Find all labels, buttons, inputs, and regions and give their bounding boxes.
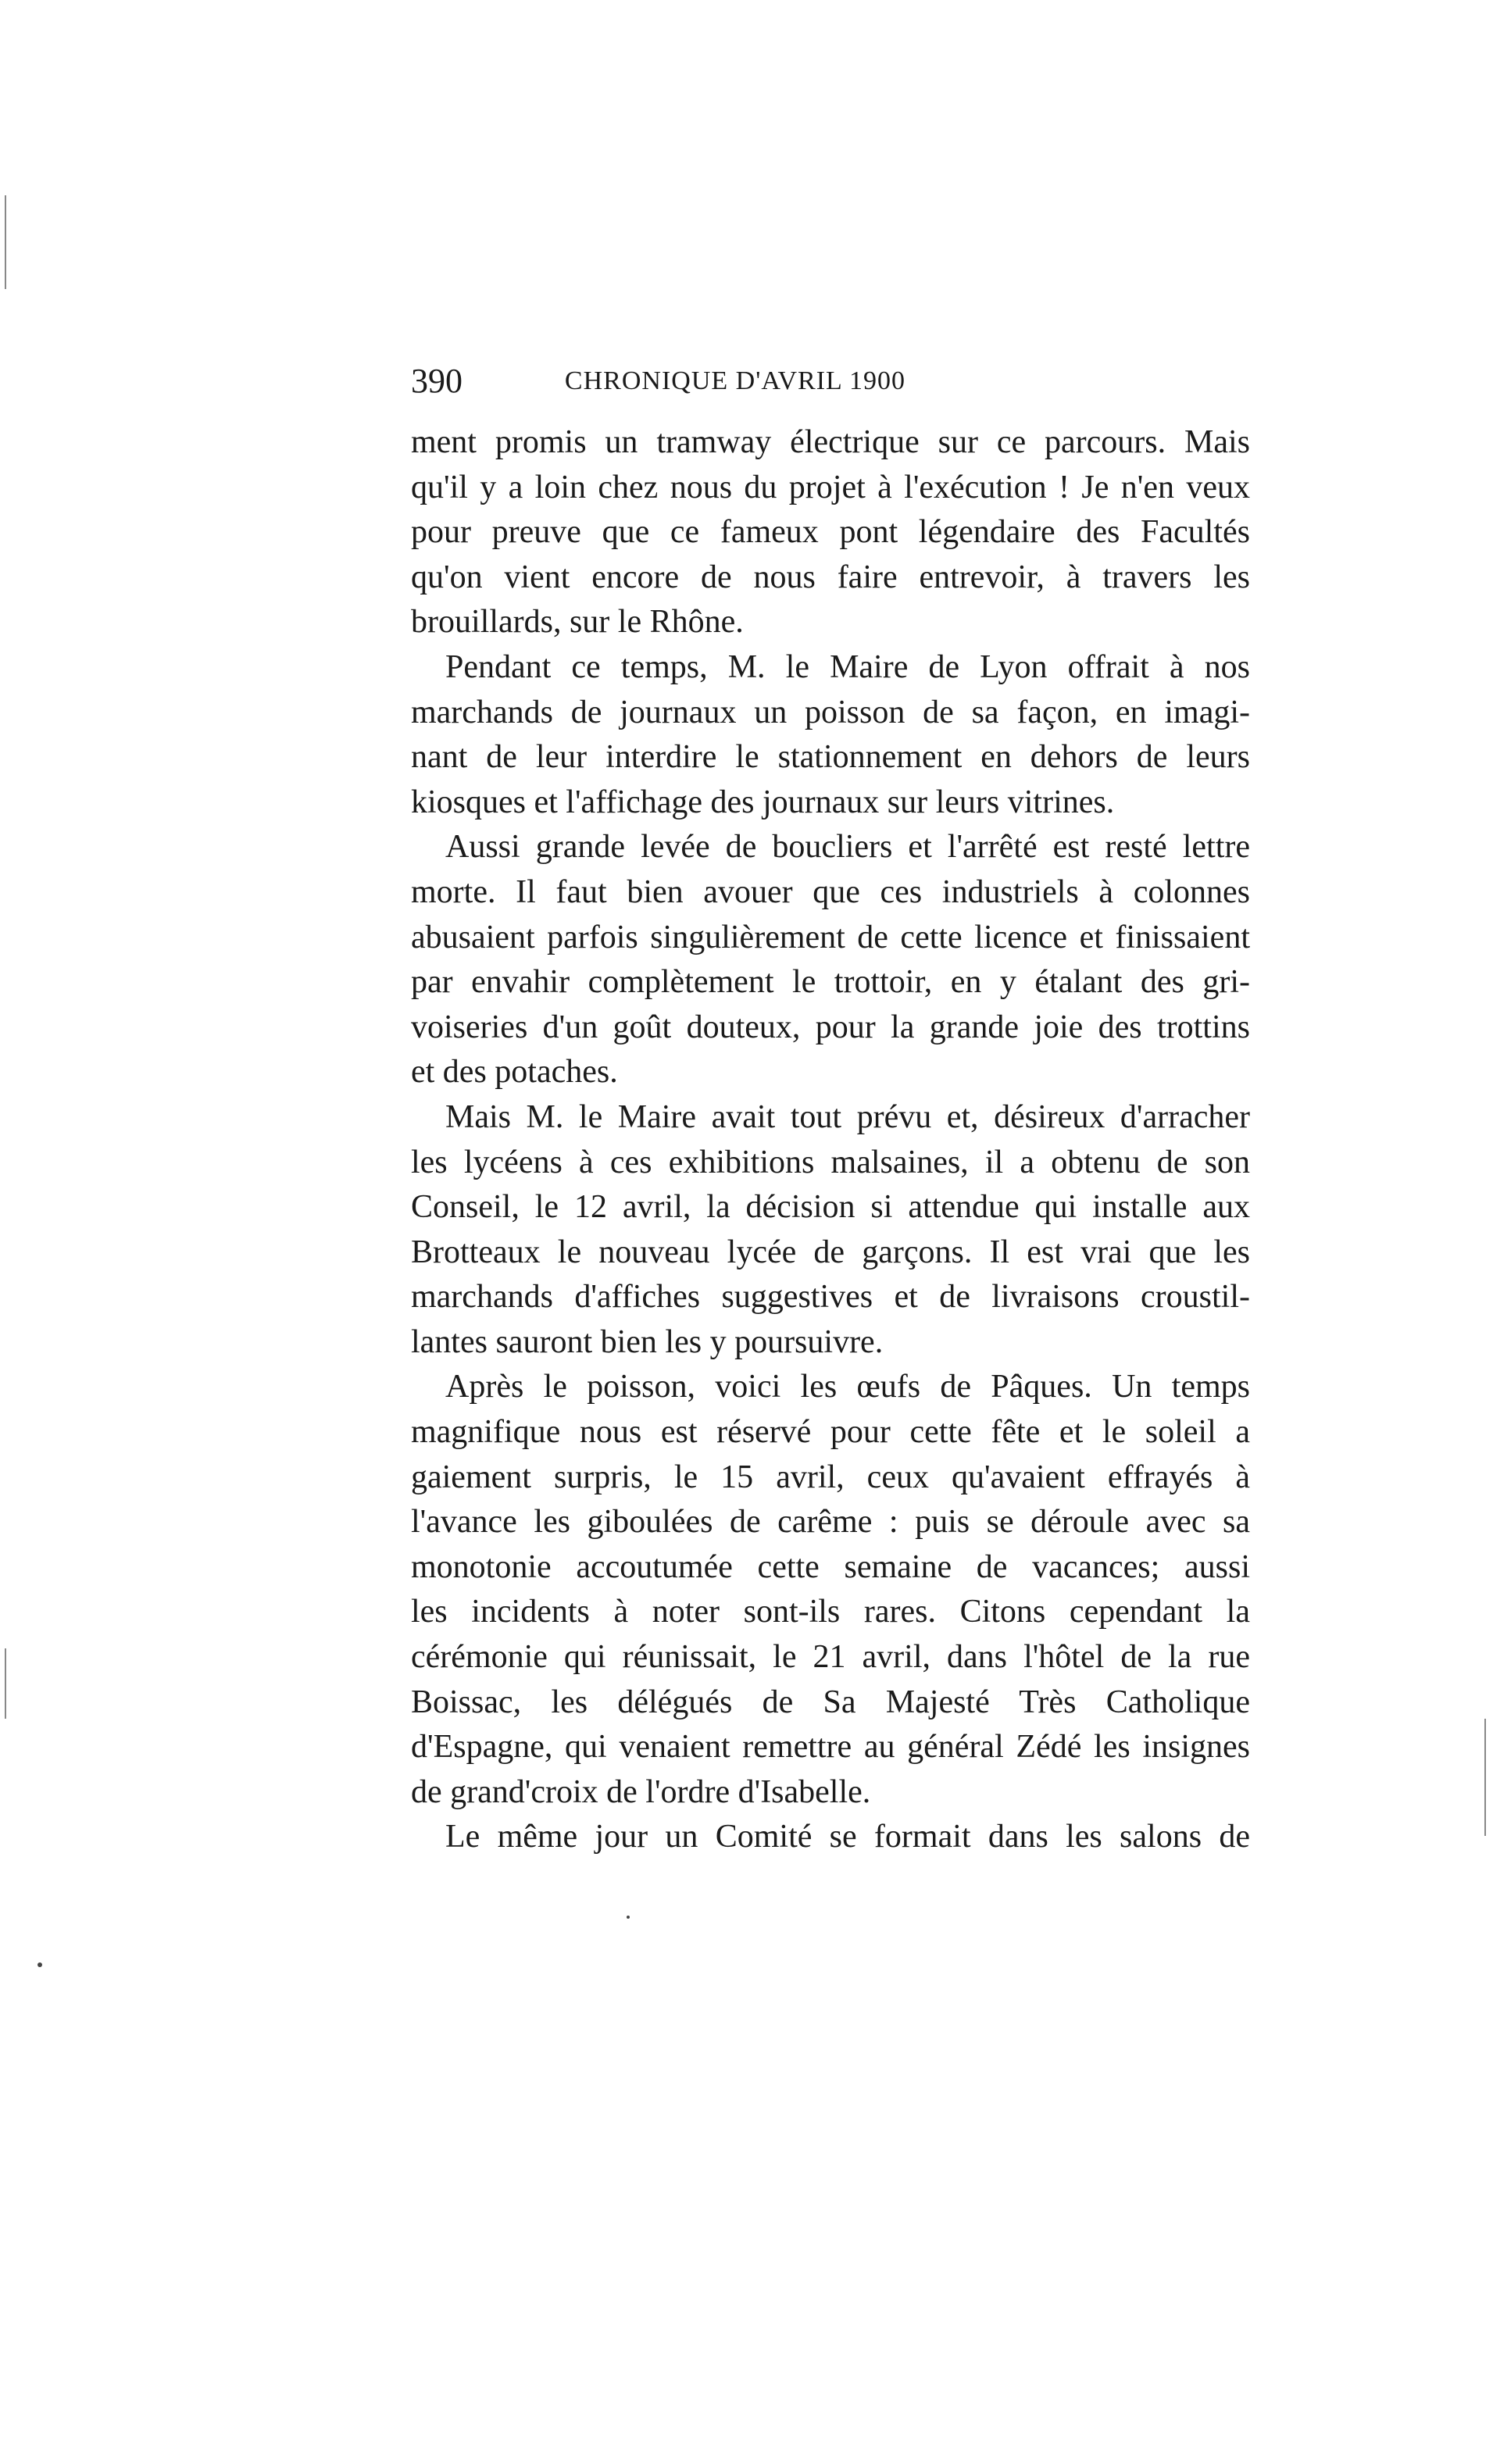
text-line: magnifique nous est réservé pour cette fête et le soleil a	[411, 1414, 1250, 1451]
text-line: Le même jour un Comité se formait dans les salons de	[445, 1819, 1250, 1855]
text-line: voiseries d'un goût douteux, pour la grande joie des trottins	[411, 1009, 1250, 1045]
text-line: nant de leur interdire le stationnement en dehors de leurs	[411, 739, 1250, 776]
text-line: Aussi grande levée de boucliers et l'arrêté est resté lettre	[445, 829, 1250, 866]
text-line: d'Espagne, qui venaient remettre au général Zédé les insignes	[411, 1729, 1250, 1766]
text-line: monotonie accoutumée cette semaine de vacances; aussi	[411, 1548, 1250, 1585]
text-line: Brotteaux le nouveau lycée de garçons. Il est vrai que les	[411, 1234, 1250, 1270]
text-line: les incidents à noter sont-ils rares. Citons cependant la	[411, 1594, 1250, 1630]
scan-edge-mark	[5, 195, 6, 289]
paragraph	[411, 825, 1250, 1095]
text-line: morte. Il faut bien avouer que ces industriels à colonnes	[411, 873, 1250, 910]
scan-edge-mark	[1484, 1719, 1486, 1836]
page-number: 390	[411, 362, 463, 400]
text-line: kiosques et l'affichage des journaux sur leurs vitrines.	[411, 784, 1115, 820]
text-line: brouillards, sur le Rhône.	[411, 604, 744, 641]
paragraph	[411, 1815, 1250, 1860]
text-line: marchands de journaux un poisson de sa façon, en imagi-	[411, 694, 1250, 730]
text-line: et des potaches.	[411, 1054, 618, 1091]
text-line: Conseil, le 12 avril, la décision si attendue qui installe aux	[411, 1189, 1250, 1226]
text-line: abusaient parfois singulièrement de cette licence et finissaient	[411, 919, 1250, 955]
text-line: cérémonie qui réunissait, le 21 avril, dans l'hôtel de la rue	[411, 1639, 1250, 1676]
text-line: Pendant ce temps, M. le Maire de Lyon offrait à nos	[445, 648, 1250, 685]
paragraph	[411, 1365, 1250, 1815]
text-line: par envahir complètement le trottoir, en y étalant des gri-	[411, 964, 1250, 1001]
text-line: Mais M. le Maire avait tout prévu et, désireux d'arracher	[445, 1098, 1250, 1135]
body-text	[411, 420, 1250, 1860]
text-line: pour preuve que ce fameux pont légendaire des Facultés	[411, 514, 1250, 551]
text-line: l'avance les giboulées de carême : puis se déroule avec sa	[411, 1504, 1250, 1541]
paragraph	[411, 1095, 1250, 1366]
text-line: les lycéens à ces exhibitions malsaines, il a obtenu de son	[411, 1144, 1250, 1180]
ink-dot	[627, 1916, 630, 1919]
text-line: lantes sauront bien les y poursuivre.	[411, 1323, 884, 1360]
paragraph	[411, 645, 1250, 825]
text-line: Après le poisson, voici les œufs de Pâques. Un temps	[445, 1369, 1250, 1405]
text-line: marchands d'affiches suggestives et de livraisons croustil-	[411, 1279, 1250, 1316]
running-title: CHRONIQUE D'AVRIL 1900	[564, 366, 906, 395]
text-line: qu'on vient encore de nous faire entrevoir, à travers les	[411, 559, 1250, 595]
text-line: gaiement surpris, le 15 avril, ceux qu'avaient effrayés à	[411, 1459, 1250, 1495]
ink-dot	[38, 1962, 42, 1967]
page-header	[411, 358, 1005, 405]
text-line: ment promis un tramway électrique sur ce parcours. Mais	[411, 424, 1250, 460]
paragraph	[411, 420, 1250, 645]
text-line: qu'il y a loin chez nous du projet à l'exécution ! Je n'en veux	[411, 469, 1250, 505]
text-line: Boissac, les délégués de Sa Majesté Très Catholique	[411, 1684, 1250, 1720]
text-line: de grand'croix de l'ordre d'Isabelle.	[411, 1773, 871, 1810]
scan-edge-mark	[5, 1648, 6, 1719]
